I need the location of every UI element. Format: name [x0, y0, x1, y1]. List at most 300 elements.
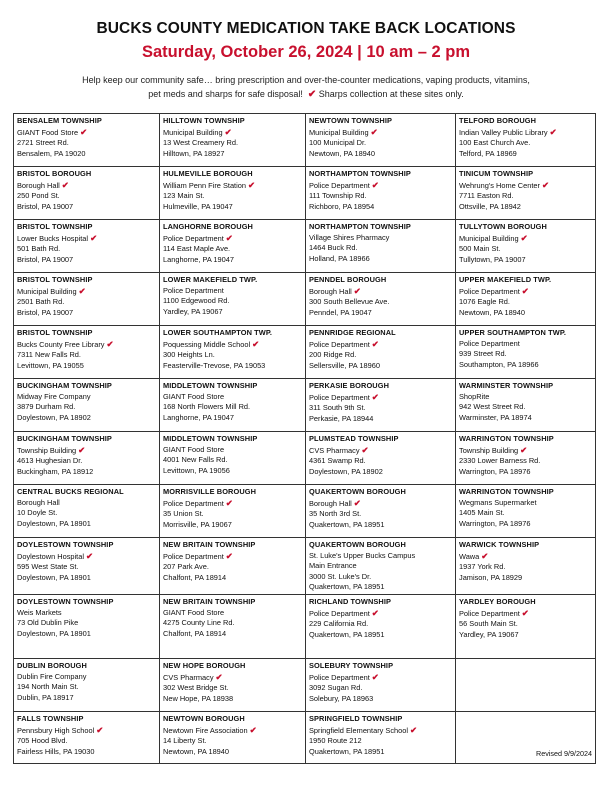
municipality-name: UPPER SOUTHAMPTON TWP. — [459, 328, 567, 337]
address-line — [309, 361, 452, 372]
sharps-check-icon: ✔ — [78, 444, 86, 455]
location-cell — [14, 485, 160, 538]
address-line — [17, 308, 156, 319]
location-cell — [456, 326, 596, 379]
site-name-text: Municipal Building — [17, 286, 77, 296]
sharps-check-icon: ✔ — [371, 338, 379, 349]
location-cell — [456, 114, 596, 167]
address-line — [163, 402, 302, 413]
site-name — [163, 498, 302, 510]
site-name-text: Police Department — [163, 285, 224, 295]
address-line-text: 10 Doyle St. — [17, 508, 58, 518]
site-name — [17, 725, 156, 737]
site-name-text: ShopRite — [459, 391, 490, 401]
table-row — [14, 594, 596, 658]
sharps-check-icon: ✔ — [249, 724, 257, 735]
address-line — [309, 747, 452, 758]
municipality-name: TELFORD BOROUGH — [459, 116, 537, 125]
table-row — [14, 326, 596, 379]
address-line-text: Bristol, PA 19007 — [17, 254, 74, 264]
municipality-name: DOYLESTOWN TOWNSHIP — [17, 540, 114, 549]
address-line — [17, 562, 156, 573]
location-cell — [14, 379, 160, 432]
address-line-text: 56 South Main St. — [459, 619, 518, 629]
address-line — [309, 138, 452, 149]
site-name-text: Doylestown Hospital — [17, 551, 84, 561]
address-line-text: 501 Bath Rd. — [17, 244, 61, 254]
site-name-text: Police Department — [309, 180, 370, 190]
address-line-text: 939 Street Rd. — [459, 349, 507, 359]
location-cell — [306, 273, 456, 326]
address-line — [163, 350, 302, 361]
address-line — [309, 254, 452, 265]
address-line — [459, 519, 592, 530]
address-line-text: Warrington, PA 18976 — [459, 518, 531, 528]
address-line-text: 194 North Main St. — [17, 682, 79, 692]
address-line-text: 2330 Lower Barness Rd. — [459, 456, 541, 466]
address-line — [163, 244, 302, 255]
address-line-text: 302 West Bridge St. — [163, 683, 229, 693]
site-name — [17, 286, 156, 298]
address-line — [459, 149, 592, 160]
address-line — [163, 629, 302, 640]
address-line-text: Southampton, PA 18966 — [459, 359, 539, 369]
address-line-text: Richboro, PA 18954 — [309, 201, 375, 211]
sharps-check-icon: ✔ — [520, 232, 528, 243]
address-line — [17, 297, 156, 308]
site-name-text: GIANT Food Store — [163, 444, 225, 454]
address-line — [163, 296, 302, 307]
municipality-name: NEWTOWN TOWNSHIP — [309, 116, 393, 125]
location-cell — [306, 114, 456, 167]
site-name — [163, 286, 302, 297]
intro-line-2: pet meds and sharps for safe disposal! — [148, 88, 303, 99]
address-line-text: 7311 New Falls Rd. — [17, 350, 81, 360]
address-line-text: Holland, PA 18966 — [309, 253, 370, 263]
address-line — [309, 630, 452, 641]
address-line-text: 14 Liberty St. — [163, 736, 207, 746]
location-cell — [160, 379, 306, 432]
address-line-text: Sellersville, PA 18960 — [309, 360, 380, 370]
site-name — [163, 551, 302, 563]
municipality-name: BENSALEM TOWNSHIP — [17, 116, 102, 125]
address-line-text: Hulmeville, PA 19047 — [163, 201, 233, 211]
sharps-check-icon: ✔ — [371, 671, 379, 682]
address-line-text: Penndel, PA 19047 — [309, 307, 372, 317]
address-line — [459, 202, 592, 213]
address-line-text: 114 East Maple Ave. — [163, 244, 231, 254]
site-name-text: Dublin Fire Company — [17, 671, 87, 681]
location-cell — [160, 220, 306, 273]
address-line — [163, 736, 302, 747]
municipality-name: LOWER MAKEFIELD TWP. — [163, 275, 258, 284]
site-name — [459, 498, 592, 509]
sharps-note: Sharps collection at these sites only. — [318, 88, 464, 99]
address-line-text: Yardley, PA 19067 — [459, 629, 519, 639]
site-name — [309, 445, 452, 457]
site-name-text: GIANT Food Store — [163, 391, 225, 401]
site-name — [163, 608, 302, 619]
location-cell — [14, 167, 160, 220]
site-name-text: Springfield Elementary School — [309, 725, 409, 735]
sharps-check-icon: ✔ — [481, 550, 489, 561]
site-name — [17, 127, 156, 139]
site-name-text: Township Building — [17, 445, 77, 455]
address-line — [309, 350, 452, 361]
sharps-check-icon: ✔ — [225, 550, 233, 561]
address-line-text: 73 Old Dublin Pike — [17, 618, 79, 628]
site-name-text: Village Shires Pharmacy — [309, 232, 390, 242]
site-name — [309, 180, 452, 192]
site-name — [459, 233, 592, 245]
municipality-name: BRISTOL TOWNSHIP — [17, 328, 93, 337]
location-cell — [160, 326, 306, 379]
sharps-check-icon: ✔ — [225, 232, 233, 243]
address-line-text: 168 North Flowers Mill Rd. — [163, 402, 251, 412]
address-line-text: Doylestown, PA 18902 — [17, 412, 91, 422]
municipality-name: TULLYTOWN BOROUGH — [459, 222, 547, 231]
address-line-text: 35 Union St. — [163, 509, 204, 519]
address-line — [309, 414, 452, 425]
site-name-text: Borough Hall — [309, 286, 352, 296]
location-cell — [306, 167, 456, 220]
address-line-text: Levittown, PA 19055 — [17, 360, 84, 370]
address-line-text: Warrington, PA 18976 — [459, 466, 531, 476]
site-name-text: Police Department — [459, 338, 520, 348]
location-cell — [306, 538, 456, 595]
address-line-text: Feasterville-Trevose, PA 19053 — [163, 360, 266, 370]
intro-text — [20, 74, 592, 101]
locations-table — [13, 113, 596, 764]
address-line-text: Levittown, PA 19056 — [163, 465, 230, 475]
address-line-text: Dublin, PA 18917 — [17, 692, 74, 702]
address-line — [17, 255, 156, 266]
address-line — [459, 562, 592, 573]
location-cell — [14, 658, 160, 711]
municipality-name: PLUMSTEAD TOWNSHIP — [309, 434, 399, 443]
address-line-text: 123 Main St. — [163, 191, 205, 201]
location-cell — [306, 485, 456, 538]
address-line — [309, 308, 452, 319]
municipality-name: LANGHORNE BOROUGH — [163, 222, 253, 231]
municipality-name: UPPER MAKEFIELD TWP. — [459, 275, 552, 284]
address-line — [163, 618, 302, 629]
sharps-check-icon: ✔ — [371, 391, 379, 402]
municipality-name: LOWER SOUTHAMPTON TWP. — [163, 328, 273, 337]
site-name — [163, 392, 302, 403]
sharps-check-icon: ✔ — [361, 444, 369, 455]
municipality-name: CENTRAL BUCKS REGIONAL — [17, 487, 124, 496]
address-line — [309, 694, 452, 705]
address-line-text: Bensalem, PA 19020 — [17, 148, 86, 158]
location-cell — [14, 114, 160, 167]
location-cell — [14, 538, 160, 595]
location-cell — [306, 432, 456, 485]
address-line-text: Langhorne, PA 19047 — [163, 412, 234, 422]
address-line — [17, 191, 156, 202]
address-line-text: 4613 Hughesian Dr. — [17, 456, 83, 466]
address-line — [309, 520, 452, 531]
site-name-text: Wegmans Supermarket — [459, 497, 537, 507]
address-line-text: 100 Municipal Dr. — [309, 138, 367, 148]
table-row — [14, 711, 596, 763]
site-name-text: Police Department — [163, 233, 224, 243]
address-line — [163, 573, 302, 584]
sharps-check-icon: ✔ — [370, 126, 378, 137]
municipality-name: BUCKINGHAM TOWNSHIP — [17, 381, 112, 390]
address-line — [309, 403, 452, 414]
sharps-check-icon: ✔ — [224, 126, 232, 137]
address-line — [459, 255, 592, 266]
location-cell — [306, 594, 456, 658]
site-name-text: Police Department — [163, 498, 224, 508]
address-line-text: 300 Heights Ln. — [163, 350, 215, 360]
address-line — [459, 191, 592, 202]
address-line — [17, 629, 156, 640]
address-line — [17, 747, 156, 758]
site-name-text: Wawa — [459, 551, 480, 561]
address-line-text: 2721 Street Rd. — [17, 138, 69, 148]
intro-line-1: Help keep our community safe… bring prescription and over-the-counter medications, vaping products, vitamins, — [82, 75, 530, 85]
address-line-text: Buckingham, PA 18912 — [17, 466, 94, 476]
address-line — [163, 509, 302, 520]
address-line — [17, 244, 156, 255]
site-name-text: Indian Valley Public Library — [459, 127, 548, 137]
address-line-text: Bristol, PA 19007 — [17, 201, 74, 211]
address-line-text: 250 Pond St. — [17, 191, 60, 201]
site-name — [459, 127, 592, 139]
address-line-text: Ottsville, PA 18942 — [459, 201, 521, 211]
location-cell — [14, 273, 160, 326]
address-line — [17, 682, 156, 693]
municipality-name: BUCKINGHAM TOWNSHIP — [17, 434, 112, 443]
address-line — [459, 349, 592, 360]
address-line-text: 942 West Street Rd. — [459, 402, 526, 412]
location-cell — [306, 379, 456, 432]
address-line-text: 3000 St. Luke's Dr. — [309, 571, 372, 581]
sharps-check-icon: ✔ — [307, 88, 317, 100]
site-name-text: Borough Hall — [309, 498, 352, 508]
site-name — [17, 498, 156, 509]
municipality-name: SOLEBURY TOWNSHIP — [309, 660, 394, 670]
address-line — [17, 402, 156, 413]
municipality-name: DOYLESTOWN TOWNSHIP — [17, 596, 114, 606]
table-row — [14, 220, 596, 273]
address-line — [163, 255, 302, 266]
address-line-text: Morrisville, PA 19067 — [163, 519, 232, 529]
address-line-text: 1100 Edgewood Rd. — [163, 296, 230, 306]
address-line — [163, 747, 302, 758]
address-line-text: Doylestown, PA 18901 — [17, 628, 91, 638]
table-row — [14, 379, 596, 432]
sharps-check-icon: ✔ — [80, 126, 88, 137]
site-name-text: Police Department — [309, 339, 370, 349]
address-line — [163, 455, 302, 466]
address-line — [309, 683, 452, 694]
address-line — [459, 297, 592, 308]
location-cell — [306, 711, 456, 763]
address-line-text: Doylestown, PA 18902 — [309, 466, 383, 476]
address-line-text: 229 California Rd. — [309, 619, 369, 629]
address-line — [459, 244, 592, 255]
site-name-text: Midway Fire Company — [17, 391, 91, 401]
address-line — [163, 413, 302, 424]
table-row — [14, 114, 596, 167]
address-line-text: Bristol, PA 19007 — [17, 307, 74, 317]
address-line — [163, 149, 302, 160]
address-line-text: Fairless Hills, PA 19030 — [17, 746, 95, 756]
address-line — [459, 413, 592, 424]
address-line — [309, 456, 452, 467]
municipality-name: PENNDEL BOROUGH — [309, 275, 387, 284]
address-line-text: Doylestown, PA 18901 — [17, 518, 91, 528]
municipality-name: PERKASIE BOROUGH — [309, 381, 390, 390]
address-line — [309, 619, 452, 630]
site-name — [17, 608, 156, 619]
location-cell — [14, 711, 160, 763]
address-line — [309, 736, 452, 747]
address-line — [459, 402, 592, 413]
address-line — [309, 509, 452, 520]
address-line-text: 705 Hood Blvd. — [17, 736, 68, 746]
address-line-text: 500 Main St. — [459, 244, 501, 254]
address-line — [309, 202, 452, 213]
location-cell — [14, 594, 160, 658]
site-name — [309, 233, 452, 244]
address-line-text: Quakertown, PA 18951 — [309, 582, 385, 592]
site-name-text: Lower Bucks Hospital — [17, 233, 89, 243]
municipality-name: TINICUM TOWNSHIP — [459, 169, 534, 178]
site-name — [17, 180, 156, 192]
municipality-name: PENNRIDGE REGIONAL — [309, 328, 396, 337]
address-line-text: Quakertown, PA 18951 — [309, 629, 385, 639]
location-cell — [456, 167, 596, 220]
site-name — [309, 672, 452, 684]
address-line — [17, 508, 156, 519]
municipality-name: WARRINGTON TOWNSHIP — [459, 487, 554, 496]
site-name-text: William Penn Fire Station — [163, 180, 246, 190]
address-line — [17, 361, 156, 372]
municipality-name: MIDDLETOWN TOWNSHIP — [163, 381, 258, 390]
municipality-name: YARDLEY BOROUGH — [459, 596, 536, 606]
address-line — [163, 202, 302, 213]
address-line-text: 3879 Durham Rd. — [17, 402, 76, 412]
address-line — [163, 361, 302, 372]
sharps-check-icon: ✔ — [371, 179, 379, 190]
site-name-text: Wehrung's Home Center — [459, 180, 540, 190]
sharps-check-icon: ✔ — [106, 338, 114, 349]
site-name — [459, 445, 592, 457]
site-name-text: Police Department — [459, 608, 520, 618]
municipality-name: WARRINGTON TOWNSHIP — [459, 434, 554, 443]
location-cell — [456, 538, 596, 595]
location-cell — [456, 432, 596, 485]
address-line-text: 100 East Church Ave. — [459, 138, 531, 148]
site-name — [459, 286, 592, 298]
address-line-text: 1937 York Rd. — [459, 562, 506, 572]
address-line — [459, 138, 592, 149]
sharps-check-icon: ✔ — [96, 724, 104, 735]
address-line-text: 4001 New Falls Rd. — [163, 455, 228, 465]
location-cell — [306, 220, 456, 273]
site-name-text: Pennsbury High School — [17, 725, 95, 735]
site-name — [163, 180, 302, 192]
address-line — [17, 149, 156, 160]
municipality-name: WARMINSTER TOWNSHIP — [459, 381, 554, 390]
address-line-text: 1076 Eagle Rd. — [459, 297, 510, 307]
municipality-name: HULMEVILLE BOROUGH — [163, 169, 253, 178]
site-name-text: Borough Hall — [17, 180, 60, 190]
municipality-name: HILLTOWN TOWNSHIP — [163, 116, 245, 125]
table-row — [14, 538, 596, 595]
location-cell — [14, 432, 160, 485]
address-line — [17, 467, 156, 478]
address-line — [17, 456, 156, 467]
location-cell — [160, 711, 306, 763]
address-line — [309, 582, 452, 593]
site-name-text: Municipal Building — [309, 127, 369, 137]
municipality-name: WARWICK TOWNSHIP — [459, 540, 540, 549]
address-line-text: Yardley, PA 19067 — [163, 306, 223, 316]
municipality-name: QUAKERTOWN BOROUGH — [309, 487, 406, 496]
location-cell — [160, 114, 306, 167]
site-name — [309, 339, 452, 351]
location-cell — [456, 594, 596, 658]
location-cell — [160, 658, 306, 711]
table-row — [14, 658, 596, 711]
address-line-text: Newtown, PA 18940 — [309, 148, 376, 158]
site-name — [459, 392, 592, 403]
address-line — [459, 467, 592, 478]
site-name-text: Municipal Building — [459, 233, 519, 243]
address-line — [17, 202, 156, 213]
address-line — [17, 519, 156, 530]
site-name — [17, 551, 156, 563]
address-line — [17, 138, 156, 149]
site-name-text: Borough Hall — [17, 497, 60, 507]
site-name — [459, 551, 592, 563]
address-line — [309, 191, 452, 202]
address-line — [459, 360, 592, 371]
address-line — [17, 736, 156, 747]
location-cell — [456, 220, 596, 273]
table-row — [14, 432, 596, 485]
address-line-text: 311 South 9th St. — [309, 403, 366, 413]
site-name-text: CVS Pharmacy — [163, 672, 214, 682]
empty-cell — [456, 711, 596, 763]
municipality-name: MORRISVILLE BOROUGH — [163, 487, 257, 496]
site-name — [459, 608, 592, 620]
site-name — [309, 608, 452, 620]
site-name — [163, 233, 302, 245]
sharps-check-icon: ✔ — [521, 285, 529, 296]
address-line-text: Perkasie, PA 18944 — [309, 413, 374, 423]
address-line-text: 3092 Sugan Rd. — [309, 683, 363, 693]
sharps-check-icon: ✔ — [520, 444, 528, 455]
location-cell — [160, 538, 306, 595]
address-line-text: Langhorne, PA 19047 — [163, 254, 234, 264]
address-line — [163, 694, 302, 705]
site-name — [459, 180, 592, 192]
address-line — [163, 466, 302, 477]
address-line-text: 1464 Buck Rd. — [309, 243, 358, 253]
sharps-check-icon: ✔ — [78, 285, 86, 296]
municipality-name: NEW BRITAIN TOWNSHIP — [163, 596, 256, 606]
sharps-check-icon: ✔ — [410, 724, 418, 735]
address-line — [459, 508, 592, 519]
municipality-name: BRISTOL BOROUGH — [17, 169, 92, 178]
sharps-check-icon: ✔ — [225, 497, 233, 508]
